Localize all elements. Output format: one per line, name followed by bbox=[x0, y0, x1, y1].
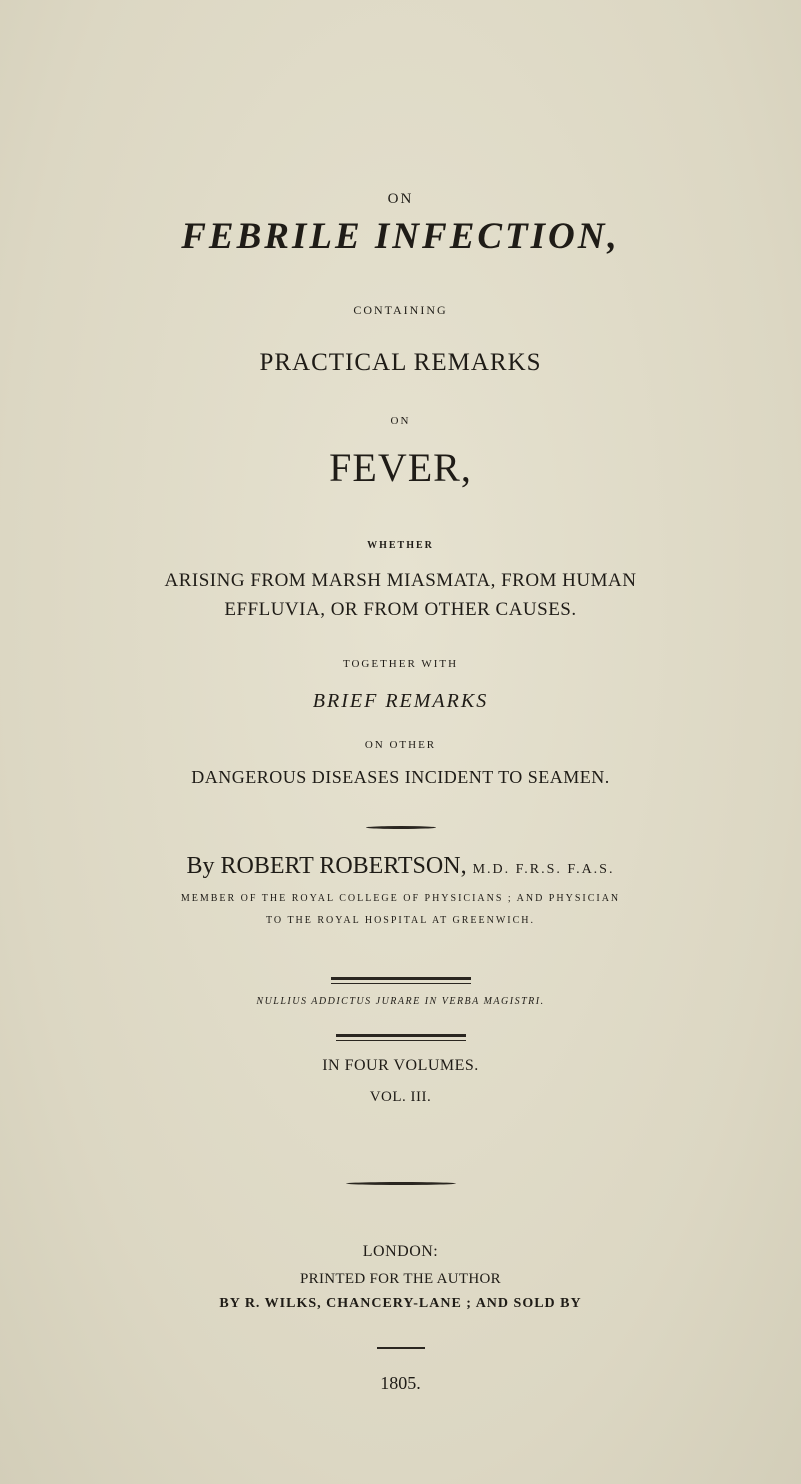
publication-year: 1805. bbox=[380, 1373, 421, 1393]
author-by: By bbox=[186, 853, 215, 879]
containing-label: CONTAINING bbox=[353, 303, 448, 317]
member-line-1: MEMBER OF THE ROYAL COLLEGE OF PHYSICIANS ; AND PHYSICIAN bbox=[180, 893, 621, 904]
double-rule-2 bbox=[336, 1034, 466, 1041]
short-rule bbox=[377, 1347, 425, 1349]
on-other-label: ON OTHER bbox=[364, 739, 437, 751]
fever-heading: FEVER, bbox=[329, 445, 472, 490]
imprint-printer: BY R. WILKS, CHANCERY-LANE ; AND SOLD BY bbox=[219, 1296, 582, 1311]
ornamental-rule-2 bbox=[346, 1182, 456, 1185]
main-title: FEBRILE INFECTION, bbox=[181, 216, 620, 257]
imprint-city: LONDON: bbox=[362, 1243, 439, 1260]
volume-number: VOL. III. bbox=[369, 1089, 432, 1105]
latin-motto: NULLIUS ADDICTUS JURARE IN VERBA MAGISTRI. bbox=[256, 996, 545, 1007]
practical-remarks-heading: PRACTICAL REMARKS bbox=[259, 349, 542, 376]
member-line-2: TO THE ROYAL HOSPITAL AT GREENWICH. bbox=[265, 915, 535, 926]
brief-remarks-heading: BRIEF REMARKS bbox=[312, 690, 489, 712]
on-label: ON bbox=[390, 415, 411, 427]
arising-line-2: EFFLUVIA, OR FROM OTHER CAUSES. bbox=[224, 599, 577, 620]
on-heading: ON bbox=[387, 191, 414, 207]
author-name: ROBERT ROBERTSON, bbox=[220, 853, 467, 879]
arising-line-1: ARISING FROM MARSH MIASMATA, FROM HUMAN bbox=[164, 570, 637, 591]
double-rule bbox=[331, 977, 471, 984]
author-line bbox=[0, 854, 801, 878]
imprint-printed-for: PRINTED FOR THE AUTHOR bbox=[300, 1271, 501, 1287]
author-degrees: M.D. F.R.S. F.A.S. bbox=[472, 862, 615, 877]
dangerous-diseases-line: DANGEROUS DISEASES INCIDENT TO SEAMEN. bbox=[191, 767, 610, 787]
together-with-label: TOGETHER WITH bbox=[342, 658, 459, 670]
volumes-line: IN FOUR VOLUMES. bbox=[322, 1057, 479, 1074]
ornamental-rule-1 bbox=[366, 826, 436, 829]
whether-label: WHETHER bbox=[367, 540, 434, 551]
